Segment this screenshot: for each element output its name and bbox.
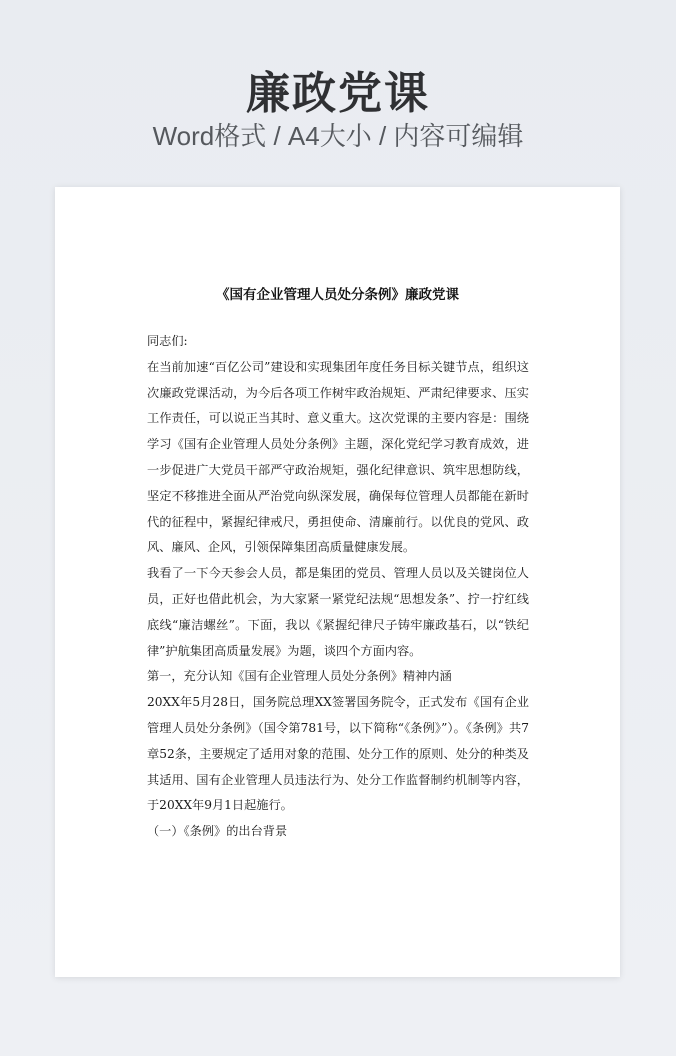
salutation: 同志们: bbox=[147, 334, 188, 348]
section-heading: 第一，充分认知《国有企业管理人员处分条例》精神内涵 bbox=[147, 669, 452, 684]
paragraph: 在当前加速“百亿公司”建设和实现集团年度任务目标关键节点，组织这次廉政党课活动，为今后各项工作树牢政治规矩、严肃纪律要求、压实工作责任，可以说正当其时、意义重大。这次党课的主要内容是：围绕学习《国有企业管理人员处分条例》主题，深化党纪学习教育成效，进一步促进广大党员干部严守政治规矩，强化纪律意识、筑牢思想防线，坚定不移推进全面从严治党向纵深发展，确保每位管理人员都能在新时代的征程中，紧握纪律戒尺，勇担使命、清廉前行。以优良的党风、政风、廉风、企风，引领保障集团高质量健康发展。 bbox=[147, 359, 529, 555]
document-page bbox=[55, 187, 620, 977]
subsection-heading: （一）《条例》的出台背景 bbox=[147, 824, 288, 839]
document-body bbox=[147, 329, 529, 845]
paragraph: 我看了一下今天参会人员，都是集团的党员、管理人员以及关键岗位人员，正好也借此机会，为大家紧一紧党纪法规“思想发条”、拧一拧红线底线“廉洁螺丝”。下面，我以《紧握纪律尺子铸牢廉政基石，以“铁纪律”护航集团高质量发展》为题，谈四个方面内容。 bbox=[147, 566, 529, 658]
page-title: 廉政党课 bbox=[246, 68, 430, 119]
page-subtitle: Word格式 / A4大小 / 内容可编辑 bbox=[152, 121, 524, 151]
paragraph: 20XX年5月28日，国务院总理XX签署国务院令，正式发布《国有企业管理人员处分条例》（国令第781号，以下简称“《条例》”）。《条例》共7章52条，主要规定了适用对象的范围、处分工作的原则、处分的种类及其适用、国有企业管理人员违法行为、处分工作监督制约机制等内容，于20XX年9月1日起施行。 bbox=[147, 695, 529, 813]
document-title: 《国有企业管理人员处分条例》廉政党课 bbox=[216, 287, 459, 303]
